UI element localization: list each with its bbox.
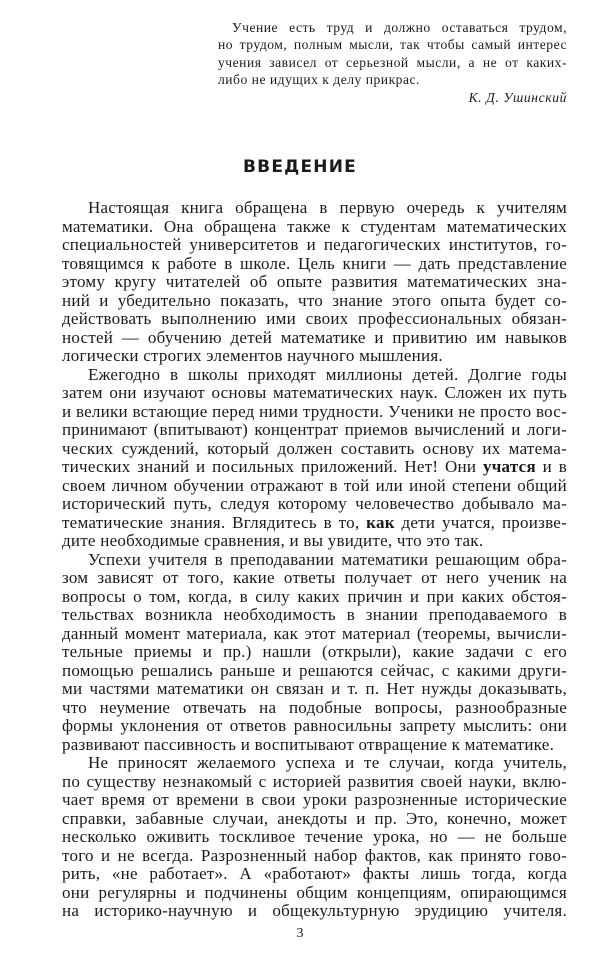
paragraph <box>62 199 567 366</box>
text-line: того и не всегда. Разрозненный набор фактов, как принято гово- <box>62 845 567 865</box>
text-line: ческих суждений, который должен составить основу их матема- <box>62 438 567 458</box>
text-line: Успехи учителя в преподавании математики решающим обра- <box>88 549 567 569</box>
paragraph <box>62 754 567 921</box>
text-line: принимают (впитывают) концентрат приемов вычислений и логи- <box>62 420 567 439</box>
text-line: логически строгих элементов научного мышления. <box>62 346 443 365</box>
text-line: Не приносят желаемого успеха и те случаи, когда учитель, <box>88 753 567 772</box>
text-line: несколько оживить тоскливое течение урока, но — не больше <box>62 827 567 846</box>
page-number: 3 <box>296 926 304 941</box>
text-line: тельствах возникла необходимость в знании преподаваемого в <box>62 605 567 624</box>
text-line: рить, «не работает». А «работают» факты лишь тогда, когда <box>62 864 567 883</box>
epigraph-line: Учение есть труд и должно оставаться трудом, <box>232 20 567 35</box>
chapter-title: ВВЕДЕНИЕ <box>243 157 357 177</box>
epigraph-author: К. Д. Ушинский <box>468 90 567 106</box>
epigraph-text <box>218 19 567 88</box>
epigraph <box>218 19 567 106</box>
text-line: Настоящая книга обращена в первую очередь к учителям <box>88 198 567 217</box>
paragraph <box>62 551 567 755</box>
epigraph-line: но трудом, полным мысли, так чтобы самый интерес <box>218 37 567 53</box>
epigraph-line: учения зависел от серьезной мысли, а не от каких- <box>218 54 567 70</box>
text-line: математики. Она обращена также к студентам математических <box>62 216 567 236</box>
text-line: что неумение отвечать на подобные вопросы, разнообразные <box>62 697 567 717</box>
text-line: тельные приемы и пр.) нашли (открыли), какие задачи с его <box>62 642 567 661</box>
text-line: Ежегодно в школы приходят миллионы детей. Долгие годы <box>88 364 567 384</box>
text-line: данный момент материала, как этот материал (теоремы, вычисли- <box>62 623 567 643</box>
text-line: затем они изучают основы математических наук. Сложен их путь <box>62 383 567 402</box>
text-line <box>62 458 567 477</box>
text-line: помощью решались раньше и решаются сейчас, с какими други- <box>62 660 567 680</box>
text-line: ми частями математики он связан и т. п. Нет нужды доказывать, <box>62 679 567 698</box>
text-line: на историко-научную и общекультурную эрудицию учителя. <box>62 901 567 920</box>
text-line: дите необходимые сравнения, и вы увидите, что это так. <box>62 531 484 550</box>
text-line: формы уклонения от ответов равносильны запрету мыслить: они <box>62 716 567 735</box>
text-line: исторический путь, следуя которому человечество добывало ма- <box>62 494 567 513</box>
text-segment: тематические знания. Вглядитесь в то, <box>62 512 367 532</box>
paragraph <box>62 366 567 551</box>
text-line: и велики встающие перед ними трудности. Ученики не просто вос- <box>62 401 567 421</box>
text-line: ностей — обучению детей математике и привитию им навыков <box>62 327 567 347</box>
text-line <box>62 514 567 533</box>
text-line: действовать выполнению ими своих профессиональных обязан- <box>62 309 567 328</box>
emphasis-text: учатся <box>482 457 536 476</box>
text-line: товящимся к работе в школе. Цель книги — дать представление <box>62 253 567 273</box>
text-segment: дети учатся, произве- <box>394 512 567 532</box>
text-line: специальностей университетов и педагогических институтов, го- <box>62 235 567 254</box>
text-line: своем личном обучении отражают в той или иной степени общий <box>62 475 567 495</box>
text-segment: и в <box>535 457 568 476</box>
text-line: они регулярны и подчинены общим концепциям, опирающимся <box>62 882 567 902</box>
text-line: зом зависят от того, какие ответы получает от него ученик на <box>62 568 567 587</box>
epigraph-line: либо не идущих к делу прикрас. <box>218 71 420 87</box>
text-line: чает время от времени в свои уроки разрозненные исторические <box>62 790 567 809</box>
text-line: вопросы о том, когда, в силу каких причин и при каких обстоя- <box>62 586 567 606</box>
text-line: развивают пассивность и воспитывают отвращение к математике. <box>62 734 555 754</box>
text-line: по существу незнакомый с историей развития своей науки, вклю- <box>62 771 567 791</box>
text-segment: тических знаний и посильных приложений. Нет! Они <box>62 457 483 476</box>
text-line: ний и убедительно показать, что знание этого опыта будет со- <box>62 290 567 310</box>
text-line: справки, забавные случаи, анекдоты и пр. Это, конечно, может <box>62 808 567 828</box>
emphasis-text: как <box>366 512 395 532</box>
text-line: этому кругу читателей об опыте развития математических зна- <box>62 272 567 291</box>
body-text <box>62 199 567 921</box>
